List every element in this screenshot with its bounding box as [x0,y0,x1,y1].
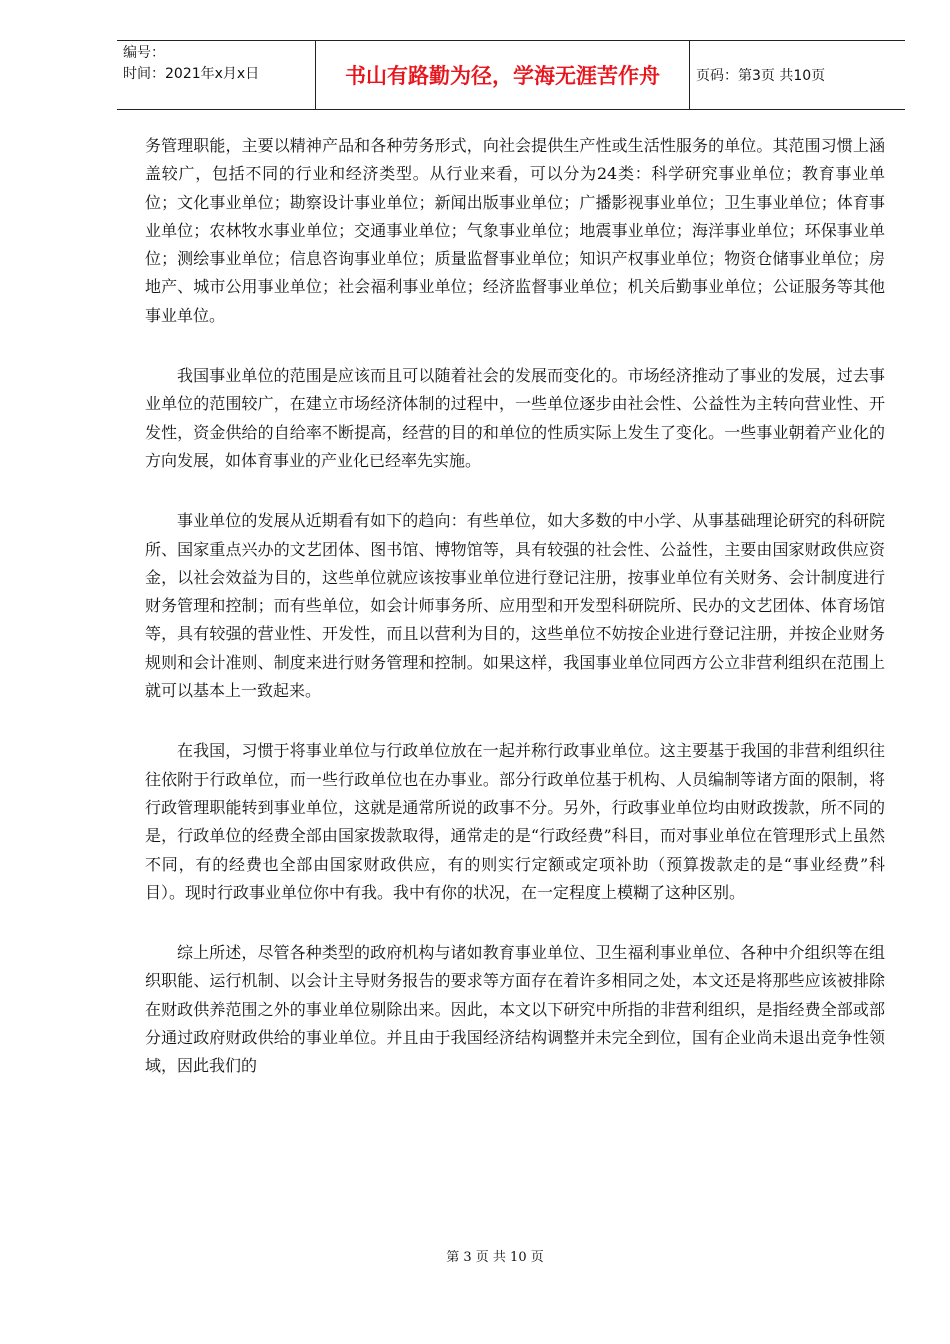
paragraph-3: 事业单位的发展从近期看有如下的趋向：有些单位，如大多数的中小学、从事基础理论研究的科研院所、国家重点兴办的文艺团体、图书馆、博物馆等，具有较强的社会性、公益性，主要由国家财政供应资金，以社会效益为目的，这些单位就应该按事业单位进行登记注册，按事业单位有关财务、会计制度进行财务管理和控制；而有些单位，如会计师事务所、应用型和开发型科研院所、民办的文艺团体、体育场馆等，具有较强的营业性、开发性，而且以营利为目的，这些单位不妨按企业进行登记注册，并按企业财务规则和会计准则、制度来进行财务管理和控制。如果这样，我国事业单位同西方公立非营利组织在范围上就可以基本上一致起来。 [145,511,885,701]
number-label: 编号： [123,45,165,61]
time-label: 时间：2021年x月x日 [123,66,260,82]
page-header [117,40,905,110]
header-meta [123,43,313,85]
header-page-info: 页码：第3页 共10页 [696,68,826,84]
paragraph-2: 我国事业单位的范围是应该而且可以随着社会的发展而变化的。市场经济推动了事业的发展，过去事业单位的范围较广，在建立市场经济体制的过程中，一些单位逐步由社会性、公益性为主转向营业性、开发性，资金供给的自给率不断提高，经营的目的和单位的性质实际上发生了变化。一些事业朝着产业化的方向发展，如体育事业的产业化已经率先实施。 [145,366,885,470]
paragraph-1: 务管理职能，主要以精神产品和各种劳务形式，向社会提供生产性或生活性服务的单位。其范围习惯上涵盖较广，包括不同的行业和经济类型。从行业来看，可以分为24类：科学研究事业单位；教育事业单位；文化事业单位；勘察设计事业单位；新闻出版事业单位；广播影视事业单位；卫生事业单位；体育事业单位；农林牧水事业单位；交通事业单位；气象事业单位；地震事业单位；海洋事业单位；环保事业单位；测绘事业单位；信息咨询事业单位；质量监督事业单位；知识产权事业单位；物资仓储事业单位；房地产、城市公用事业单位；社会福利事业单位；经济监督事业单位；机关后勤事业单位；公证服务等其他事业单位。 [145,136,885,325]
paragraph-5: 综上所述，尽管各种类型的政府机构与诸如教育事业单位、卫生福利事业单位、各种中介组织等在组织职能、运行机制、以会计主导财务报告的要求等方面存在着许多相同之处，本文还是将那些应该被排除在财政供养范围之外的事业单位剔除出来。因此，本文以下研究中所指的非营利组织，是指经费全部或部分通过政府财政供给的事业单位。并且由于我国经济结构调整并未完全到位，国有企业尚未退出竞争性领域，因此我们的 [145,943,885,1076]
document-body [145,132,885,1113]
paragraph-4: 在我国，习惯于将事业单位与行政单位放在一起并称行政事业单位。这主要基于我国的非营利组织往往依附于行政单位，而一些行政单位也在办事业。部分行政单位基于机构、人员编制等诸方面的限制，将行政管理职能转到事业单位，这就是通常所说的政事不分。另外，行政事业单位均由财政拨款，所不同的是，行政单位的经费全部由国家拨款取得，通常走的是“行政经费”科目，而对事业单位在管理形式上虽然不同，有的经费也全部由国家财政供应，有的则实行定额或定项补助（预算拨款走的是“事业经费”科目）。现时行政事业单位你中有我。我中有你的状况，在一定程度上模糊了这种区别。 [145,741,885,902]
header-motto: 书山有路勤为径，学海无涯苦作舟 [315,41,690,109]
page-footer: 第 3 页 共 10 页 [446,1250,544,1265]
